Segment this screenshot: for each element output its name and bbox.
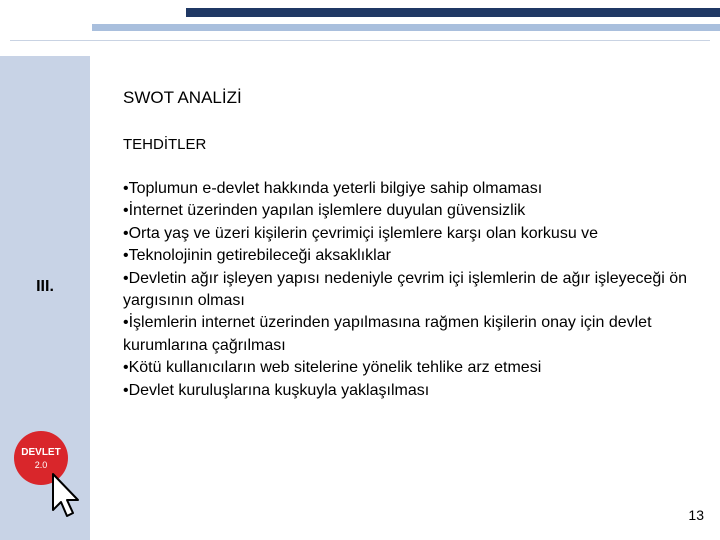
logo-circle — [14, 431, 68, 485]
threats-list — [123, 178, 703, 402]
threat-item: •İnternet üzerinden yapılan işlemlere duyulan güvensizlik — [123, 202, 526, 220]
threat-item: •Toplumun e-devlet hakkında yeterli bilgiye sahip olmaması — [123, 180, 543, 197]
accent-decorative-bar — [92, 24, 720, 31]
logo-text-line1: DEVLET — [21, 447, 61, 458]
threat-item: •Kötü kullanıcıların web sitelerine yönelik tehlike arz etmesi — [123, 359, 542, 377]
threat-item: •İşlemlerin internet üzerinden yapılmasına rağmen kişilerin onay için devlet kurumlarına çağrılması — [123, 314, 652, 354]
threat-item: •Teknolojinin getirebileceği aksaklıklar — [123, 247, 391, 265]
section-number: III. — [36, 278, 54, 295]
cursor-arrow-icon — [53, 474, 78, 516]
page-number: 13 — [688, 507, 704, 523]
threat-item: •Orta yaş ve üzeri kişilerin çevrimiçi işlemlere karşı olan korkusu ve — [123, 224, 599, 242]
slide-title: SWOT ANALİZİ — [123, 88, 242, 107]
header-divider — [10, 40, 710, 41]
devlet-logo-graphic — [13, 430, 85, 518]
threat-item: •Devlet kuruluşlarına kuşkuyla yaklaşılması — [123, 381, 430, 399]
devlet-logo — [13, 430, 85, 518]
threat-item: •Devletin ağır işleyen yapısı nedeniyle çevrim içi işlemlerin de ağır işleyeceği ön yargısının olması — [123, 269, 688, 310]
logo-text-line2: 2.0 — [34, 460, 48, 470]
top-decorative-bar — [186, 8, 720, 17]
slide-subtitle: TEHDİTLER — [123, 136, 207, 153]
